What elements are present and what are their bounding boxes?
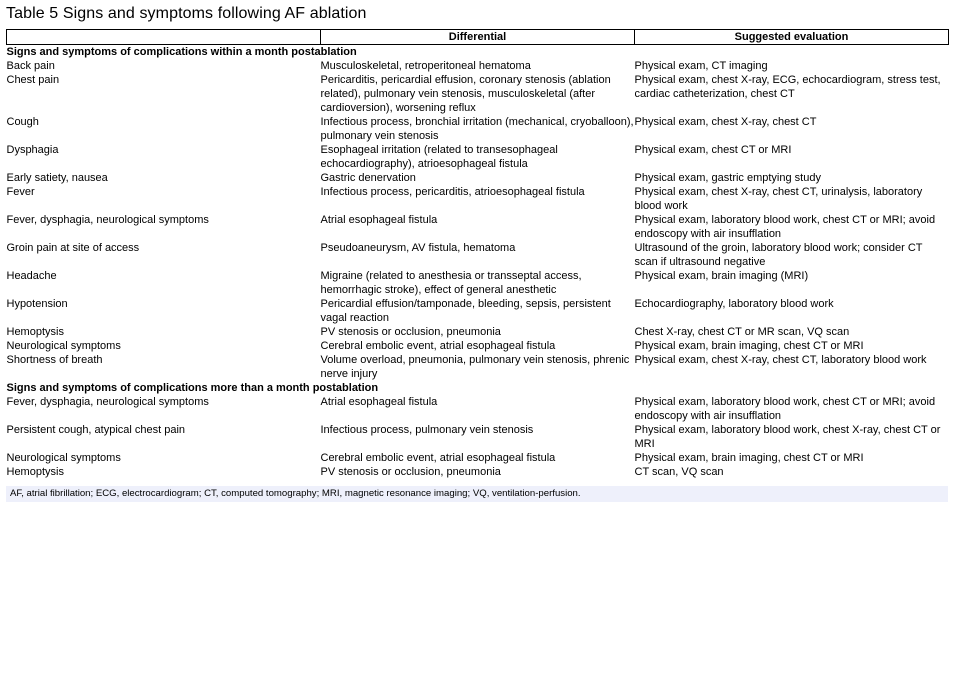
differential-cell: Pseudoaneurysm, AV fistula, hematoma xyxy=(320,242,516,254)
symptom-cell: Cough xyxy=(6,116,39,128)
symptom-cell: Groin pain at site of access xyxy=(6,242,140,254)
evaluation-cell: CT scan, VQ scan xyxy=(634,466,724,478)
differential-cell: Atrial esophageal fistula xyxy=(320,396,438,408)
table-row xyxy=(7,465,949,479)
table-row xyxy=(7,185,949,213)
section-heading-row xyxy=(7,45,949,60)
evaluation-cell: Physical exam, laboratory blood work, chest X-ray, chest CT or MRI xyxy=(634,424,941,450)
differential-cell: Musculoskeletal, retroperitoneal hematoma xyxy=(320,60,531,72)
symptom-cell: Chest pain xyxy=(6,74,60,86)
differential-cell: Infectious process, bronchial irritation (mechanical, cryoballoon), pulmonary vein stenosis xyxy=(320,116,634,142)
evaluation-cell: Physical exam, brain imaging (MRI) xyxy=(634,270,809,282)
table-row xyxy=(7,59,949,73)
header-row xyxy=(7,30,949,45)
differential-cell: Cerebral embolic event, atrial esophageal fistula xyxy=(320,452,556,464)
evaluation-cell: Physical exam, chest X-ray, chest CT xyxy=(634,116,817,128)
differential-cell: Pericardial effusion/tamponade, bleeding, sepsis, persistent vagal reaction xyxy=(320,298,611,324)
differential-cell: Esophageal irritation (related to transesophageal echocardiography), atrioesophageal fistula xyxy=(320,144,558,170)
header-cell-evaluation: Suggested evaluation xyxy=(635,30,949,45)
table-row xyxy=(7,395,949,423)
symptom-cell: Neurological symptoms xyxy=(6,340,121,352)
differential-cell: Cerebral embolic event, atrial esophageal fistula xyxy=(320,340,556,352)
table-row xyxy=(7,325,949,339)
table-row xyxy=(7,143,949,171)
section-heading: Signs and symptoms of complications within a month postablation xyxy=(6,46,357,58)
differential-cell: Gastric denervation xyxy=(320,172,416,184)
evaluation-cell: Chest X-ray, chest CT or MR scan, VQ scan xyxy=(634,326,850,338)
symptom-cell: Hemoptysis xyxy=(6,466,64,478)
table-footnote: AF, atrial fibrillation; ECG, electrocardiogram; CT, computed tomography; MRI, magnetic resonance imaging; VQ, ventilation-perfusion. xyxy=(6,486,948,502)
table-row xyxy=(7,73,949,115)
differential-cell: Volume overload, pneumonia, pulmonary vein stenosis, phrenic nerve injury xyxy=(320,354,630,380)
evaluation-cell: Physical exam, laboratory blood work, chest CT or MRI; avoid endoscopy with air insufflation xyxy=(634,396,936,422)
evaluation-cell: Physical exam, laboratory blood work, chest CT or MRI; avoid endoscopy with air insufflation xyxy=(634,214,936,240)
evaluation-cell: Physical exam, brain imaging, chest CT or MRI xyxy=(634,452,864,464)
evaluation-cell: Physical exam, CT imaging xyxy=(634,60,768,72)
table-row xyxy=(7,241,949,269)
symptom-cell: Fever, dysphagia, neurological symptoms xyxy=(6,214,209,226)
evaluation-cell: Ultrasound of the groin, laboratory blood work; consider CT scan if ultrasound negative xyxy=(634,242,923,268)
section-heading: Signs and symptoms of complications more than a month postablation xyxy=(6,382,379,394)
table-row xyxy=(7,297,949,325)
header-cell-differential: Differential xyxy=(321,30,635,45)
differential-cell: Atrial esophageal fistula xyxy=(320,214,438,226)
symptoms-table xyxy=(6,29,949,479)
differential-cell: PV stenosis or occlusion, pneumonia xyxy=(320,326,501,338)
evaluation-cell: Physical exam, gastric emptying study xyxy=(634,172,821,184)
evaluation-cell: Physical exam, chest X-ray, chest CT, urinalysis, laboratory blood work xyxy=(634,186,923,212)
evaluation-cell: Echocardiography, laboratory blood work xyxy=(634,298,834,310)
symptom-cell: Fever, dysphagia, neurological symptoms xyxy=(6,396,209,408)
table-row xyxy=(7,423,949,451)
table-header xyxy=(7,30,949,45)
symptom-cell: Neurological symptoms xyxy=(6,452,121,464)
differential-cell: Infectious process, pulmonary vein stenosis xyxy=(320,424,534,436)
table-row xyxy=(7,171,949,185)
evaluation-cell: Physical exam, chest X-ray, chest CT, laboratory blood work xyxy=(634,354,927,366)
symptom-cell: Back pain xyxy=(6,60,55,72)
evaluation-cell: Physical exam, brain imaging, chest CT or MRI xyxy=(634,340,864,352)
differential-cell: Migraine (related to anesthesia or transseptal access, hemorrhagic stroke), effect of general anesthetic xyxy=(320,270,582,296)
table-row xyxy=(7,353,949,381)
table-title: Table 5 Signs and symptoms following AF ablation xyxy=(6,5,367,22)
symptom-cell: Early satiety, nausea xyxy=(6,172,108,184)
symptom-cell: Fever xyxy=(6,186,35,198)
header-cell-symptom xyxy=(7,30,321,45)
table-row xyxy=(7,115,949,143)
section-heading-row xyxy=(7,381,949,395)
table-row xyxy=(7,269,949,297)
symptom-cell: Shortness of breath xyxy=(6,354,103,366)
evaluation-cell: Physical exam, chest X-ray, ECG, echocardiogram, stress test, cardiac catheterization, chest CT xyxy=(634,74,941,100)
table-row xyxy=(7,213,949,241)
table-row xyxy=(7,451,949,465)
symptom-cell: Hypotension xyxy=(6,298,68,310)
symptom-cell: Persistent cough, atypical chest pain xyxy=(6,424,186,436)
differential-cell: Infectious process, pericarditis, atrioesophageal fistula xyxy=(320,186,585,198)
differential-cell: PV stenosis or occlusion, pneumonia xyxy=(320,466,501,478)
symptom-cell: Headache xyxy=(6,270,57,282)
evaluation-cell: Physical exam, chest CT or MRI xyxy=(634,144,792,156)
symptom-cell: Dysphagia xyxy=(6,144,59,156)
table-body xyxy=(7,45,949,480)
differential-cell: Pericarditis, pericardial effusion, coronary stenosis (ablation related), pulmonary vein stenosis, musculoskeletal (after cardioversion), worsening reflux xyxy=(320,74,611,114)
table-row xyxy=(7,339,949,353)
symptom-cell: Hemoptysis xyxy=(6,326,64,338)
